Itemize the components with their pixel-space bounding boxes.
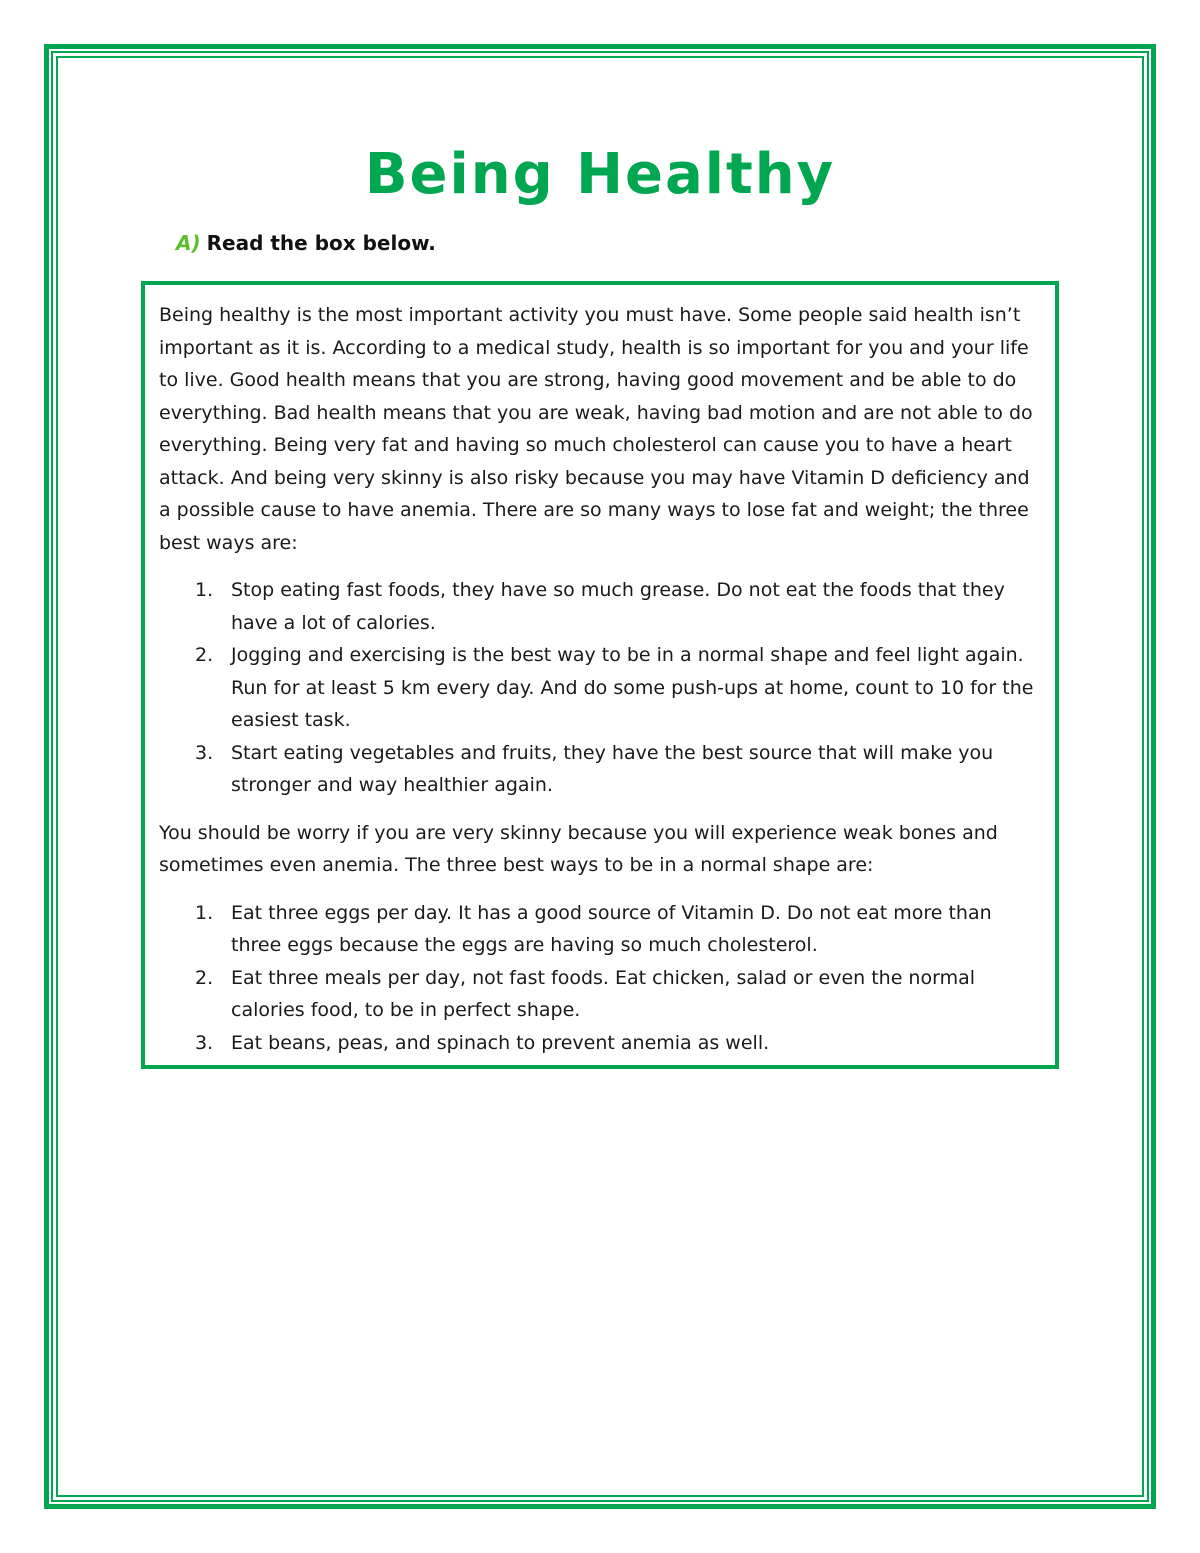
fat-loss-tips-list xyxy=(159,574,1041,802)
list-item-text: Eat three meals per day, not fast foods. Eat chicken, salad or even the normal calories food, to be in perfect shape. xyxy=(231,966,976,1021)
instruction-text: Read the box below. xyxy=(206,231,436,255)
list-item-text: Start eating vegetables and fruits, they have the best source that will make you stronger and way healthier again. xyxy=(231,741,994,796)
list-item-text: Eat beans, peas, and spinach to prevent anemia as well. xyxy=(231,1031,770,1054)
list-item-number: 1. xyxy=(195,579,214,601)
page-title: Being Healthy xyxy=(364,142,836,207)
list-item xyxy=(159,897,1041,962)
passage-intro: Being healthy is the most important activity you must have. Some people said health isn’t important as it is. According to a medical study, health is so important for you and your life to live. Good health means that you are strong, having good movement and be able to do everything. Bad health means that you are weak, having bad motion and are not able to do everything. Being very fat and having so much cholesterol can cause you to have a heart attack. And being very skinny is also risky because you may have Vitamin D deficiency and a possible cause to have anemia. There are so many ways to lose fat and weight; the three best ways are: xyxy=(159,304,1033,554)
list-item-number: 2. xyxy=(195,644,214,666)
list-item xyxy=(159,574,1041,639)
list-item xyxy=(159,962,1041,1027)
instruction-letter: A) xyxy=(176,231,201,255)
list-item-text: Stop eating fast foods, they have so much grease. Do not eat the foods that they have a lot of calories. xyxy=(231,579,1005,634)
instruction xyxy=(176,228,436,258)
list-item-number: 2. xyxy=(195,966,214,989)
weight-gain-tips-list xyxy=(159,897,1041,1060)
list-item-number: 3. xyxy=(195,741,214,764)
reading-box xyxy=(141,281,1059,1069)
list-item-text: Eat three eggs per day. It has a good source of Vitamin D. Do not eat more than three eggs because the eggs are having so much cholesterol. xyxy=(231,901,992,956)
list-item xyxy=(159,737,1041,802)
list-item-number: 3. xyxy=(195,1031,214,1054)
list-item-text: Jogging and exercising is the best way to be in a normal shape and feel light again. Run for at least 5 km every day. And do some push-ups at home, count to 10 for the easiest task. xyxy=(231,644,1034,731)
list-item xyxy=(159,1027,1041,1060)
list-item xyxy=(159,639,1041,737)
list-item-number: 1. xyxy=(195,901,214,924)
passage-middle: You should be worry if you are very skinny because you will experience weak bones and sometimes even anemia. The three best ways to be in a normal shape are: xyxy=(159,821,998,876)
